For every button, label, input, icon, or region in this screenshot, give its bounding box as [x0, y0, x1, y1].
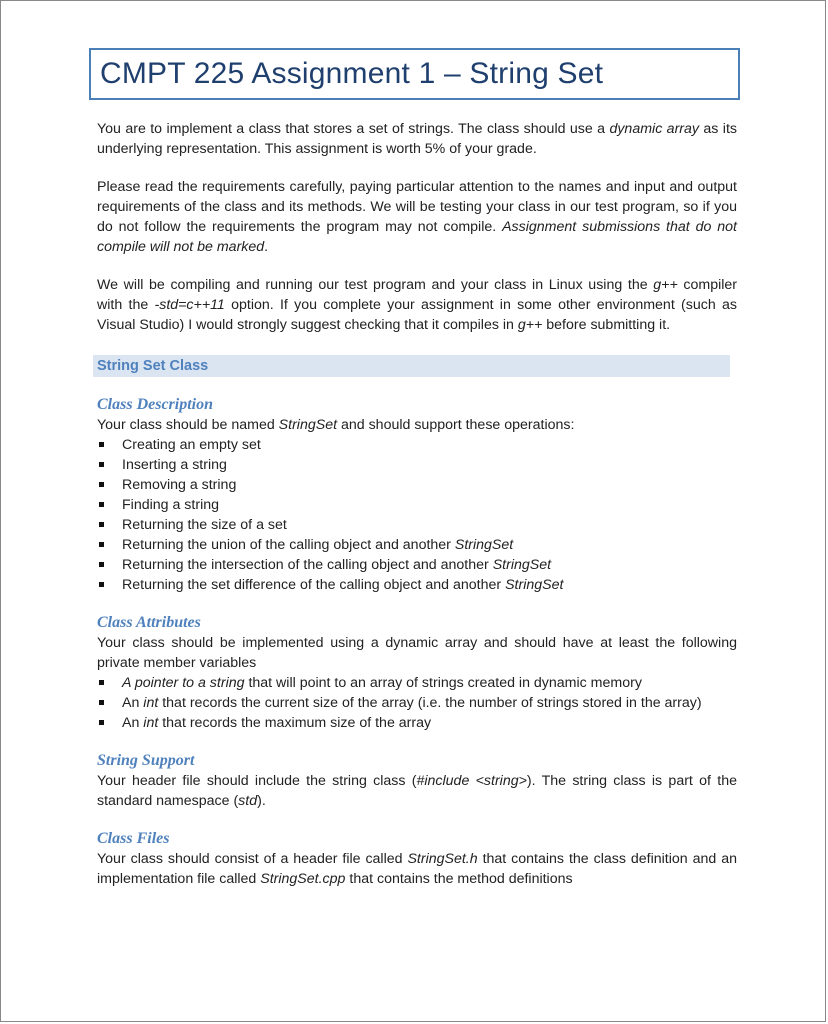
text: An — [122, 695, 144, 711]
intro-paragraph-3 — [97, 275, 737, 335]
class-description-text — [97, 415, 737, 435]
emphasis: StringSet.cpp — [260, 871, 346, 887]
text: option. If you complete your assignment in some other environment (such as Visual Studio) I would strongly suggest checking that it compiles in — [97, 297, 737, 333]
attributes-list — [97, 673, 737, 733]
text: Creating an empty set — [122, 437, 261, 453]
string-support-heading: String Support — [97, 752, 195, 769]
text: . — [264, 239, 269, 255]
intro-paragraph-1 — [97, 119, 737, 159]
text: You are to implement a class that stores a set of strings. The class should use a — [97, 121, 610, 137]
bullet-icon — [99, 542, 104, 547]
bullet-icon — [99, 582, 104, 587]
text: Your class should consist of a header file called — [97, 851, 408, 867]
bullet-icon — [99, 502, 104, 507]
emphasis: int — [143, 715, 159, 731]
text: ). — [257, 793, 266, 809]
text: and should support these operations: — [337, 417, 575, 433]
emphasis: StringSet — [278, 417, 338, 433]
text: Your header file should include the string class ( — [97, 773, 417, 789]
operations-list — [97, 435, 737, 595]
emphasis: #include <string> — [416, 773, 527, 789]
emphasis: g++ — [517, 317, 543, 333]
emphasis: -std=c++11 — [154, 297, 225, 313]
class-attributes-heading: Class Attributes — [97, 614, 201, 631]
text: before submitting it. — [542, 317, 671, 333]
text: Returning the size of a set — [122, 517, 287, 533]
emphasis: A pointer to a string — [122, 675, 245, 691]
text: Finding a string — [122, 497, 219, 513]
text: Inserting a string — [122, 457, 227, 473]
list-item — [97, 475, 737, 495]
emphasis: std — [238, 793, 258, 809]
text: as its underlying representation. This assignment is worth 5% of your grade. — [97, 121, 737, 157]
list-item — [97, 455, 737, 475]
text: Please read the requirements carefully, paying particular attention to the names and input and output requirements of the class and its methods. We will be testing your class in our test program, so if you do not follow the requirements the program may not compile. — [97, 179, 737, 235]
emphasis: dynamic array — [609, 121, 700, 137]
intro-paragraph-2 — [97, 177, 737, 257]
list-item — [97, 673, 737, 693]
text: Returning the union of the calling object and another — [122, 537, 455, 553]
list-item — [97, 713, 737, 733]
title-box — [89, 48, 740, 100]
text: compiler with the — [97, 277, 737, 313]
bullet-icon — [99, 680, 104, 685]
emphasis: StringSet — [505, 577, 564, 593]
emphasis: StringSet.h — [407, 851, 478, 867]
bullet-icon — [99, 462, 104, 467]
emphasis: Assignment submissions that do not compile will not be marked — [97, 219, 737, 255]
text: Your class should be named — [97, 417, 279, 433]
emphasis: StringSet — [492, 557, 552, 573]
section-heading: String Set Class — [97, 358, 209, 374]
text: We will be compiling and running our test program and your class in Linux using the — [97, 277, 654, 293]
text: that contains the method definitions — [345, 871, 573, 887]
document-body — [97, 119, 737, 889]
bullet-icon — [99, 700, 104, 705]
bullet-icon — [99, 562, 104, 567]
emphasis: StringSet — [454, 537, 514, 553]
text: ). The string class is part of the standard namespace ( — [97, 773, 737, 809]
text: Returning the set difference of the calling object and another — [122, 577, 506, 593]
bullet-icon — [99, 720, 104, 725]
list-item — [97, 693, 737, 713]
text: that records the maximum size of the array — [158, 715, 432, 731]
class-attributes-text: Your class should be implemented using a dynamic array and should have at least the following private member variables — [97, 635, 737, 671]
bullet-icon — [99, 522, 104, 527]
bullet-icon — [99, 482, 104, 487]
text: that will point to an array of strings created in dynamic memory — [244, 675, 642, 691]
page-title: CMPT 225 Assignment 1 – String Set — [100, 57, 604, 90]
bullet-icon — [99, 442, 104, 447]
list-item — [97, 515, 737, 535]
text: Returning the intersection of the calling object and another — [122, 557, 493, 573]
text: Removing a string — [122, 477, 237, 493]
list-item — [97, 555, 737, 575]
class-files-text — [97, 849, 737, 889]
emphasis: g++ — [653, 277, 678, 293]
text: An — [122, 715, 144, 731]
list-item — [97, 575, 737, 595]
list-item — [97, 495, 737, 515]
class-files-heading: Class Files — [97, 830, 170, 847]
class-description-heading: Class Description — [97, 396, 214, 413]
text: that records the current size of the array (i.e. the number of strings stored in the array) — [158, 695, 702, 711]
section-heading-bar — [93, 355, 730, 377]
string-support-text — [97, 771, 737, 811]
text: that contains the class definition and an implementation file called — [97, 851, 737, 887]
emphasis: int — [143, 695, 159, 711]
list-item — [97, 535, 737, 555]
list-item — [97, 435, 737, 455]
